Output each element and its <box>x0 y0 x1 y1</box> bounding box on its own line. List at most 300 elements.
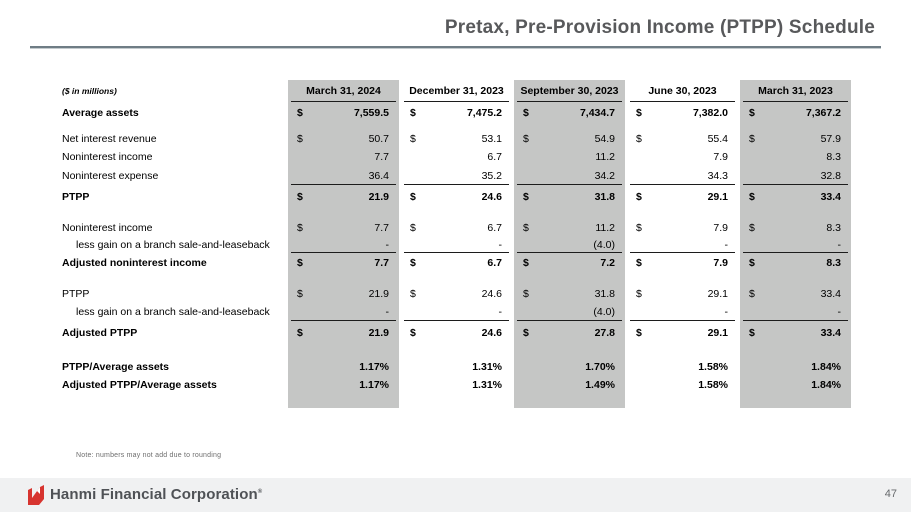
value-line <box>401 361 512 373</box>
value-line <box>401 222 512 234</box>
row-label: less gain on a branch sale-and-leaseback <box>76 239 270 251</box>
value-cell <box>740 376 851 394</box>
column-header-label: December 31, 2023 <box>409 85 504 97</box>
value-line <box>740 257 851 269</box>
value-line <box>514 191 625 203</box>
dollar-sign: $ <box>749 287 755 300</box>
value-text: 7,475.2 <box>466 107 502 119</box>
column-header <box>514 80 625 102</box>
value-line <box>288 170 399 182</box>
value-cell <box>627 166 738 185</box>
value-line <box>627 151 738 163</box>
dollar-sign: $ <box>297 133 303 145</box>
dollar-sign: $ <box>410 327 416 339</box>
value-cell <box>288 130 399 148</box>
value-line <box>627 327 738 339</box>
value-cell <box>740 185 851 209</box>
value-text: - <box>498 306 502 318</box>
value-line <box>514 239 625 251</box>
value-cell <box>627 284 738 303</box>
value-line <box>514 379 625 391</box>
row-label: less gain on a branch sale-and-leaseback <box>76 306 270 318</box>
value-text: 7,382.0 <box>692 107 728 119</box>
value-text: 53.1 <box>481 133 502 145</box>
spacer-cell <box>62 273 286 284</box>
value-line <box>401 239 512 251</box>
value-cell <box>514 237 625 253</box>
column-header <box>401 80 512 102</box>
value-line <box>627 239 738 251</box>
value-line <box>401 288 512 300</box>
row-label: PTPP/Average assets <box>62 361 170 373</box>
value-text: 32.8 <box>820 169 841 182</box>
spacer-cell <box>401 394 512 408</box>
column-header-label: March 31, 2024 <box>306 85 381 97</box>
dollar-sign: $ <box>636 133 642 145</box>
value-cell <box>514 130 625 148</box>
value-line <box>514 306 625 318</box>
row-label-cell <box>62 130 286 148</box>
spacer-cell <box>514 209 625 219</box>
value-line <box>288 361 399 373</box>
value-cell <box>401 166 512 185</box>
value-line <box>401 327 512 339</box>
value-text: 1.17% <box>359 379 389 391</box>
dollar-sign: $ <box>636 257 642 269</box>
dollar-sign: $ <box>297 257 303 269</box>
value-text: 21.9 <box>368 191 389 203</box>
value-text: (4.0) <box>593 239 615 251</box>
value-cell <box>514 321 625 345</box>
row-label: Noninterest expense <box>62 169 159 182</box>
value-cell <box>514 358 625 376</box>
value-cell <box>514 303 625 321</box>
spacer-cell <box>740 394 851 408</box>
value-text: 21.9 <box>368 327 389 339</box>
value-text: 8.3 <box>826 257 841 269</box>
value-cell <box>288 185 399 209</box>
table-unit-label: ($ in millions) <box>62 86 117 96</box>
ptpp-table <box>62 80 851 408</box>
row-label-cell <box>62 237 286 253</box>
value-line <box>740 133 851 145</box>
dollar-sign: $ <box>636 191 642 203</box>
value-line <box>288 191 399 203</box>
dollar-sign: $ <box>297 107 303 119</box>
spacer-cell <box>62 209 286 219</box>
value-cell <box>740 237 851 253</box>
value-text: 11.2 <box>595 151 615 163</box>
value-cell <box>514 102 625 124</box>
column-header <box>288 80 399 102</box>
dollar-sign: $ <box>636 107 642 119</box>
dollar-sign: $ <box>410 191 416 203</box>
value-text: 33.4 <box>820 191 841 203</box>
dollar-sign: $ <box>523 287 529 300</box>
value-text: 1.58% <box>698 379 728 391</box>
value-line <box>740 239 851 251</box>
value-text: 27.8 <box>594 327 615 339</box>
value-text: 7,367.2 <box>805 107 841 119</box>
dollar-sign: $ <box>749 327 755 339</box>
value-line <box>514 107 625 119</box>
value-text: 1.84% <box>811 379 841 391</box>
trademark-symbol: ® <box>257 489 263 495</box>
value-text: 24.6 <box>481 191 502 203</box>
value-cell <box>740 284 851 303</box>
dollar-sign: $ <box>410 107 416 119</box>
row-label: Net interest revenue <box>62 133 157 145</box>
value-line <box>740 379 851 391</box>
value-cell <box>288 102 399 124</box>
spacer-cell <box>514 394 625 408</box>
value-line <box>288 107 399 119</box>
title-divider <box>30 46 881 48</box>
value-text: 34.2 <box>594 169 615 182</box>
value-text: - <box>837 306 841 318</box>
value-text: 29.1 <box>707 287 728 300</box>
value-line <box>288 151 399 163</box>
value-text: 36.4 <box>368 169 389 182</box>
value-line <box>740 306 851 318</box>
value-text: 55.4 <box>707 133 728 145</box>
value-text: 8.3 <box>826 222 841 234</box>
row-label: Adjusted PTPP <box>62 327 138 339</box>
dollar-sign: $ <box>636 327 642 339</box>
row-label-cell <box>62 284 286 303</box>
value-cell <box>288 376 399 394</box>
row-label: Noninterest income <box>62 151 153 163</box>
column-header <box>740 80 851 102</box>
value-text: 29.1 <box>707 191 728 203</box>
value-line <box>627 288 738 300</box>
value-cell <box>288 358 399 376</box>
value-cell <box>627 253 738 273</box>
company-name: Hanmi Financial Corporation® <box>50 486 263 503</box>
dollar-sign: $ <box>523 257 529 269</box>
value-cell <box>288 303 399 321</box>
value-line <box>627 107 738 119</box>
spacer-cell <box>627 209 738 219</box>
spacer-cell <box>288 209 399 219</box>
value-text: 7.9 <box>713 257 728 269</box>
value-line <box>740 222 851 234</box>
value-cell <box>740 166 851 185</box>
row-label-cell <box>62 166 286 185</box>
dollar-sign: $ <box>749 257 755 269</box>
value-text: 7,434.7 <box>579 107 615 119</box>
value-text: 21.9 <box>368 287 389 300</box>
value-line <box>627 222 738 234</box>
value-text: 24.6 <box>481 287 502 300</box>
dollar-sign: $ <box>523 133 529 145</box>
spacer-cell <box>627 394 738 408</box>
value-text: 57.9 <box>820 133 841 145</box>
value-line <box>514 327 625 339</box>
value-cell <box>627 102 738 124</box>
value-cell <box>627 148 738 166</box>
value-line <box>740 107 851 119</box>
value-cell <box>627 358 738 376</box>
value-cell <box>401 219 512 237</box>
value-text: - <box>724 306 728 318</box>
value-cell <box>401 321 512 345</box>
dollar-sign: $ <box>749 107 755 119</box>
value-line <box>740 170 851 182</box>
row-label-cell <box>62 185 286 209</box>
value-cell <box>514 219 625 237</box>
dollar-sign: $ <box>523 222 529 234</box>
value-cell <box>740 321 851 345</box>
value-cell <box>288 148 399 166</box>
spacer-cell <box>401 209 512 219</box>
value-line <box>514 361 625 373</box>
value-line <box>401 379 512 391</box>
row-label-cell <box>62 321 286 345</box>
spacer-cell <box>514 345 625 358</box>
dollar-sign: $ <box>749 191 755 203</box>
row-label-cell <box>62 253 286 273</box>
value-text: 54.9 <box>594 133 615 145</box>
value-line <box>627 257 738 269</box>
value-cell <box>740 253 851 273</box>
value-text: 34.3 <box>707 169 728 182</box>
value-text: 6.7 <box>487 151 502 163</box>
value-text: 7.9 <box>713 222 728 234</box>
value-cell <box>401 253 512 273</box>
value-line <box>627 133 738 145</box>
value-cell <box>627 321 738 345</box>
value-line <box>627 306 738 318</box>
value-text: 1.49% <box>585 379 615 391</box>
row-label: PTPP <box>62 191 90 203</box>
value-cell <box>514 284 625 303</box>
value-text: 6.7 <box>487 222 502 234</box>
value-line <box>514 288 625 300</box>
value-text: 24.6 <box>481 327 502 339</box>
value-cell <box>401 185 512 209</box>
value-line <box>401 257 512 269</box>
value-text: 29.1 <box>707 327 728 339</box>
value-line <box>288 327 399 339</box>
value-text: - <box>385 239 389 251</box>
value-text: - <box>385 306 389 318</box>
value-cell <box>401 102 512 124</box>
value-cell <box>740 358 851 376</box>
value-cell <box>627 303 738 321</box>
rounding-note: Note: numbers may not add due to rounding <box>76 452 222 459</box>
spacer-cell <box>288 394 399 408</box>
value-text: 8.3 <box>826 151 841 163</box>
value-text: 7.2 <box>600 257 615 269</box>
value-text: 7.7 <box>374 222 389 234</box>
value-cell <box>401 148 512 166</box>
column-header <box>627 80 738 102</box>
dollar-sign: $ <box>297 222 303 234</box>
value-cell <box>288 237 399 253</box>
value-line <box>627 379 738 391</box>
spacer-cell <box>62 394 286 408</box>
value-cell <box>627 185 738 209</box>
value-cell <box>740 303 851 321</box>
value-cell <box>514 253 625 273</box>
spacer-cell <box>627 345 738 358</box>
value-line <box>627 361 738 373</box>
dollar-sign: $ <box>636 222 642 234</box>
row-label: PTPP <box>62 287 90 300</box>
value-text: (4.0) <box>593 306 615 318</box>
value-line <box>288 239 399 251</box>
value-line <box>514 133 625 145</box>
value-line <box>288 257 399 269</box>
value-cell <box>288 253 399 273</box>
value-line <box>288 222 399 234</box>
value-cell <box>514 166 625 185</box>
value-line <box>401 191 512 203</box>
value-text: 1.70% <box>585 361 615 373</box>
value-line <box>740 288 851 300</box>
value-line <box>740 191 851 203</box>
value-text: 7,559.5 <box>353 107 389 119</box>
value-cell <box>740 130 851 148</box>
value-line <box>740 361 851 373</box>
value-cell <box>401 284 512 303</box>
row-label-cell <box>62 376 286 394</box>
value-line <box>401 170 512 182</box>
value-cell <box>740 102 851 124</box>
value-line <box>401 306 512 318</box>
value-cell <box>514 376 625 394</box>
value-line <box>288 288 399 300</box>
row-label: Adjusted PTPP/Average assets <box>62 379 217 391</box>
value-cell <box>288 166 399 185</box>
value-cell <box>401 358 512 376</box>
row-label-cell <box>62 303 286 321</box>
value-cell <box>288 284 399 303</box>
footer-bar <box>0 478 911 512</box>
value-text: 7.7 <box>374 151 389 163</box>
row-label-cell <box>62 219 286 237</box>
value-cell <box>627 130 738 148</box>
dollar-sign: $ <box>523 191 529 203</box>
dollar-sign: $ <box>410 287 416 300</box>
spacer-cell <box>740 345 851 358</box>
row-label-cell <box>62 148 286 166</box>
dollar-sign: $ <box>636 287 642 300</box>
spacer-cell <box>401 345 512 358</box>
row-label: Noninterest income <box>62 222 153 234</box>
dollar-sign: $ <box>749 222 755 234</box>
row-label: Adjusted noninterest income <box>62 257 207 269</box>
value-text: 1.31% <box>472 379 502 391</box>
row-label-cell <box>62 358 286 376</box>
dollar-sign: $ <box>297 287 303 300</box>
value-text: - <box>724 239 728 251</box>
dollar-sign: $ <box>410 222 416 234</box>
value-cell <box>740 219 851 237</box>
spacer-cell <box>740 273 851 284</box>
value-cell <box>627 237 738 253</box>
spacer-cell <box>288 345 399 358</box>
value-cell <box>288 321 399 345</box>
value-line <box>514 151 625 163</box>
value-cell <box>401 130 512 148</box>
row-label-cell <box>62 102 286 124</box>
value-line <box>514 170 625 182</box>
table-unit-label-cell <box>62 80 286 102</box>
page-number: 47 <box>884 488 897 500</box>
value-text: 50.7 <box>368 133 389 145</box>
value-line <box>740 151 851 163</box>
value-text: 33.4 <box>820 287 841 300</box>
column-header-label: June 30, 2023 <box>648 85 717 97</box>
value-line <box>514 222 625 234</box>
dollar-sign: $ <box>297 191 303 203</box>
value-line <box>627 191 738 203</box>
value-cell <box>514 185 625 209</box>
value-line <box>288 133 399 145</box>
value-line <box>401 133 512 145</box>
value-line <box>740 327 851 339</box>
spacer-cell <box>740 209 851 219</box>
spacer-cell <box>401 273 512 284</box>
value-text: 7.7 <box>374 257 389 269</box>
value-text: - <box>837 239 841 251</box>
row-label: Average assets <box>62 107 139 119</box>
value-line <box>627 170 738 182</box>
value-text: 11.2 <box>595 222 615 234</box>
value-line <box>288 306 399 318</box>
value-cell <box>401 303 512 321</box>
value-text: 1.31% <box>472 361 502 373</box>
value-cell <box>627 219 738 237</box>
spacer-cell <box>288 273 399 284</box>
value-cell <box>401 376 512 394</box>
spacer-cell <box>514 273 625 284</box>
value-text: 7.9 <box>713 151 728 163</box>
value-line <box>288 379 399 391</box>
value-cell <box>514 148 625 166</box>
value-text: 1.17% <box>359 361 389 373</box>
value-cell <box>401 237 512 253</box>
page-title: Pretax, Pre-Provision Income (PTPP) Schedule <box>444 17 875 38</box>
column-header-label: March 31, 2023 <box>758 85 833 97</box>
spacer-cell <box>62 345 286 358</box>
dollar-sign: $ <box>410 257 416 269</box>
dollar-sign: $ <box>749 133 755 145</box>
value-line <box>514 257 625 269</box>
dollar-sign: $ <box>410 133 416 145</box>
dollar-sign: $ <box>297 327 303 339</box>
spacer-cell <box>627 273 738 284</box>
value-text: 35.2 <box>481 169 502 182</box>
value-line <box>401 151 512 163</box>
value-text: 1.58% <box>698 361 728 373</box>
column-header-label: September 30, 2023 <box>520 85 619 97</box>
value-cell <box>740 148 851 166</box>
hanmi-logo-icon <box>26 484 46 506</box>
value-text: - <box>498 239 502 251</box>
value-text: 6.7 <box>487 257 502 269</box>
value-text: 31.8 <box>594 191 615 203</box>
dollar-sign: $ <box>523 107 529 119</box>
value-text: 31.8 <box>594 287 615 300</box>
value-line <box>401 107 512 119</box>
value-cell <box>288 219 399 237</box>
value-cell <box>627 376 738 394</box>
value-text: 33.4 <box>820 327 841 339</box>
value-text: 1.84% <box>811 361 841 373</box>
